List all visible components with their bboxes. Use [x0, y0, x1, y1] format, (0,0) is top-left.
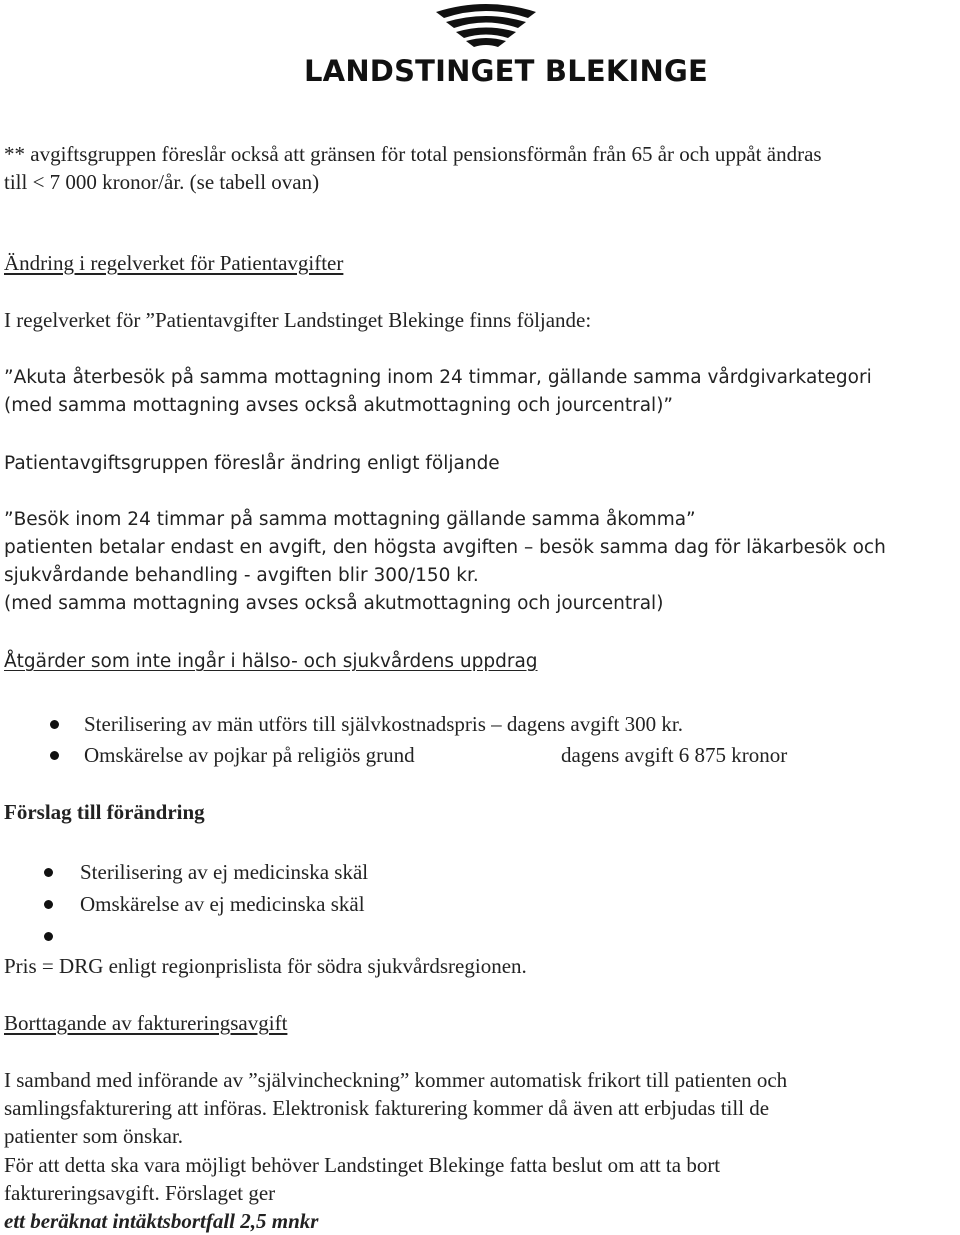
section-heading-fakturering: Borttagande av faktureringsavgift: [4, 1011, 288, 1035]
fakturering-line-3: patienter som önskar.: [4, 1124, 184, 1148]
proposal-line-2: patienten betalar endast en avgift, den högsta avgiften – besök samma dag för läkarbesök och: [4, 537, 886, 558]
proposal-intro: Patientavgiftsgruppen föreslår ändring enligt följande: [4, 453, 500, 474]
atgarder-item-1: Sterilisering av män utförs till självkostnadspris – dagens avgift 300 kr.: [84, 712, 684, 736]
section-heading-atgarder: Åtgärder som inte ingår i hälso- och sjukvårdens uppdrag: [4, 651, 538, 672]
bullet-dot: [44, 932, 53, 941]
fakturering-conclusion: ett beräknat intäktsbortfall 2,5 mnkr: [4, 1209, 319, 1233]
regelverk-intro: I regelverket för ”Patientavgifter Landstinget Blekinge finns följande:: [4, 308, 592, 332]
bullet-dot: [50, 720, 59, 729]
section-heading-patientavgifter: Ändring i regelverket för Patientavgifter: [4, 251, 344, 275]
bullet-dot: [44, 868, 53, 877]
intro-line-1: ** avgiftsgruppen föreslår också att gränsen för total pensionsförmån från 65 år och uppåt ändras: [4, 142, 822, 166]
price-line: Pris = DRG enligt regionprislista för södra sjukvårdsregionen.: [4, 954, 527, 978]
fakturering-line-4: För att detta ska vara möjligt behöver Landstinget Blekinge fatta beslut om att ta bort: [4, 1153, 721, 1177]
logo-text: LANDSTINGET BLEKINGE: [304, 54, 709, 88]
quote-line-1: ”Akuta återbesök på samma mottagning inom 24 timmar, gällande samma vårdgivarkategori: [4, 367, 872, 388]
logo: [300, 0, 709, 92]
forslag-item-1: Sterilisering av ej medicinska skäl: [80, 860, 369, 884]
ship-emblem-icon: [432, 2, 540, 50]
atgarder-item-2-price: dagens avgift 6 875 kronor: [561, 743, 788, 767]
atgarder-item-2: Omskärelse av pojkar på religiös grund: [84, 743, 415, 767]
bullet-dot: [50, 751, 59, 760]
fakturering-line-5: faktureringsavgift. Förslaget ger: [4, 1181, 276, 1205]
section-heading-forslag: Förslag till förändring: [4, 800, 205, 824]
quote-line-2: (med samma mottagning avses också akutmottagning och jourcentral)”: [4, 395, 673, 416]
bullet-dot: [44, 900, 53, 909]
forslag-item-2: Omskärelse av ej medicinska skäl: [80, 892, 365, 916]
proposal-line-3: sjukvårdande behandling - avgiften blir 300/150 kr.: [4, 565, 479, 586]
fakturering-line-2: samlingsfakturering att införas. Elektronisk fakturering kommer då även att erbjudas till de: [4, 1096, 770, 1120]
proposal-line-1: ”Besök inom 24 timmar på samma mottagning gällande samma åkomma”: [4, 509, 696, 530]
intro-line-2: till < 7 000 kronor/år. (se tabell ovan): [4, 170, 320, 194]
proposal-line-4: (med samma mottagning avses också akutmottagning och jourcentral): [4, 593, 664, 614]
fakturering-line-1: I samband med införande av ”självincheckning” kommer automatisk frikort till patienten och: [4, 1068, 788, 1092]
